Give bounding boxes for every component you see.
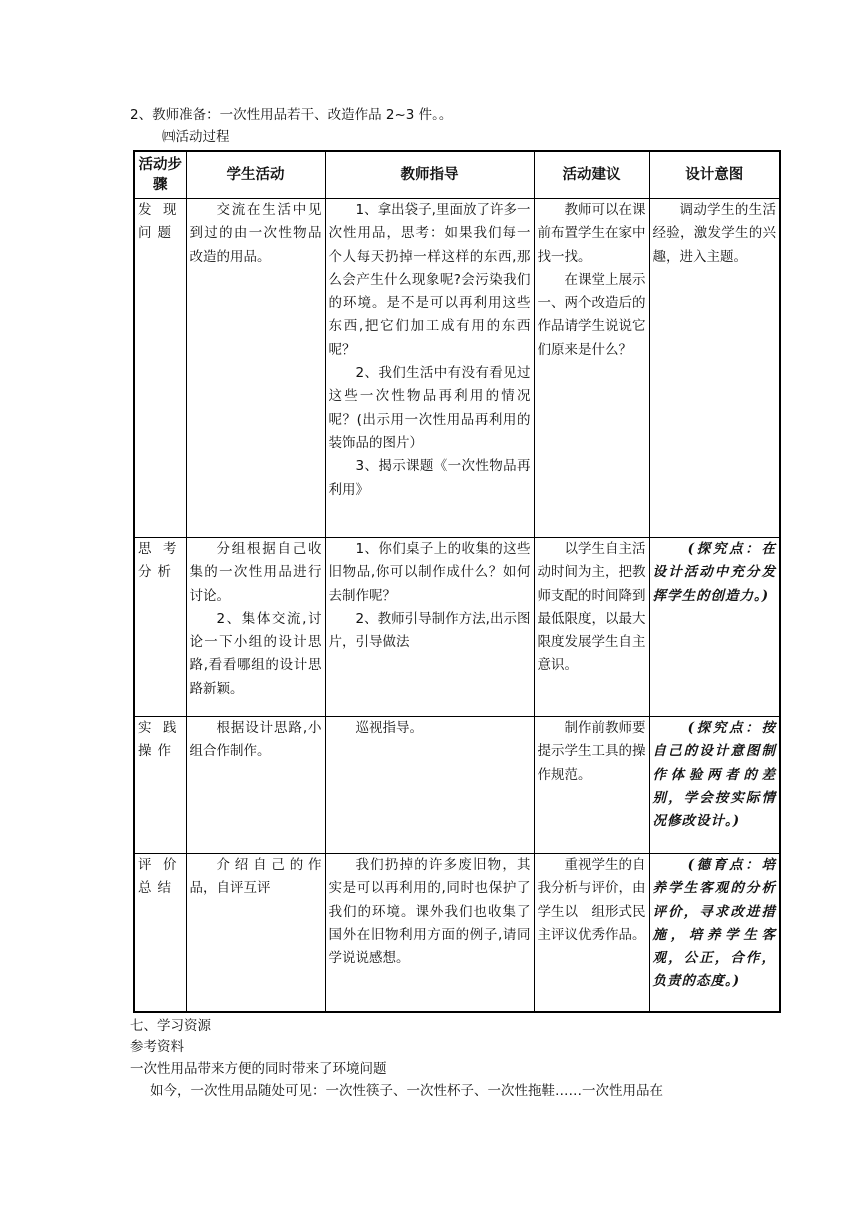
cell-paragraph: 调动学生的生活经验，激发学生的兴趣，进入主题。 <box>652 202 776 265</box>
cell-paragraph: 1、你们桌子上的收集的这些旧物品,你可以制作成什么？如何去制作呢？ <box>328 541 531 604</box>
teacher-guidance-cell <box>325 199 534 538</box>
student-activity-cell <box>186 717 325 854</box>
header-step: 活动步骤 <box>134 151 186 199</box>
design-intent-cell <box>649 199 780 538</box>
section-title: 七、学习资源 <box>130 1018 211 1034</box>
header-design-intent: 设计意图 <box>649 151 780 199</box>
table-row <box>134 717 780 854</box>
design-intent-cell <box>649 854 780 1012</box>
header-teacher-guidance: 教师指导 <box>325 151 534 199</box>
step-cell: 思考分析 <box>134 538 186 717</box>
student-activity-cell <box>186 199 325 538</box>
cell-paragraph: 1、拿出袋子,里面放了许多一次性用品，思考：如果我们每一个人每天扔掉一样这样的东西,那么会产生什么现象呢?会污染我们的环境。是不是可以再利用这些东西,把它们加工成有用的东西呢？ <box>328 202 531 358</box>
activity-suggestion-cell <box>534 199 649 538</box>
teacher-prep-line: 2、教师准备：一次性用品若干、改造作品 2~3 件。。 <box>130 107 453 123</box>
cell-paragraph: (探究点：在设计活动中充分发挥学生的创造力。) <box>652 541 776 604</box>
cell-paragraph: 根据设计思路,小组合作制作。 <box>189 720 322 760</box>
cell-paragraph: 2、我们生活中有没有看见过这些一次性物品再利用的情况呢？(出示用一次性用品再利用的装饰品的图片） <box>328 365 531 451</box>
cell-paragraph: 巡视指导。 <box>355 720 423 736</box>
table-row <box>134 854 780 1012</box>
activity-suggestion-cell <box>534 538 649 717</box>
design-intent-cell <box>649 717 780 854</box>
cell-paragraph: 制作前教师要提示学生工具的操作规范。 <box>537 720 646 783</box>
step-cell: 发现问题 <box>134 199 186 538</box>
cell-paragraph: (探究点：按自己的设计意图制作体验两者的差别，学会按实际情况修改设计。) <box>652 720 776 830</box>
header-activity-suggestion: 活动建议 <box>534 151 649 199</box>
student-activity-cell <box>186 854 325 1012</box>
table-header-row <box>134 151 780 199</box>
process-heading: ㈣活动过程 <box>162 129 230 145</box>
step-cell: 实践操作 <box>134 717 186 854</box>
activity-suggestion-cell <box>534 854 649 1012</box>
cell-paragraph: 分组根据自己收集的一次性用品进行讨论。 <box>189 541 322 604</box>
teacher-guidance-cell <box>325 538 534 717</box>
article-paragraph: 如今，一次性用品随处可见：一次性筷子、一次性杯子、一次性拖鞋……一次性用品在 <box>150 1083 663 1099</box>
cell-paragraph: (德育点：培养学生客观的分析评价，寻求改进措施，培养学生客观，公正，合作，负责的态度。) <box>652 857 776 990</box>
design-intent-cell <box>649 538 780 717</box>
cell-paragraph: 我们扔掉的许多废旧物，其实是可以再利用的,同时也保护了我们的环境。课外我们也收集了国外在旧物利用方面的例子,请同学说说感想。 <box>328 857 531 967</box>
cell-paragraph: 2、集体交流,讨论一下小组的设计思路,看看哪组的设计思路新颖。 <box>189 610 322 697</box>
table-row <box>134 199 780 538</box>
cell-paragraph: 教师可以在课前布置学生在家中找一找。 <box>537 202 646 265</box>
activity-suggestion-cell <box>534 717 649 854</box>
cell-paragraph: 介绍自己的作品，自评互评 <box>189 857 322 897</box>
header-student-activity: 学生活动 <box>186 151 325 199</box>
cell-paragraph: 以学生自主活动时间为主，把教师支配的时间降到最低限度，以最大限度发展学生自主意识。 <box>537 541 646 674</box>
cell-paragraph: 重视学生的自我分析与评价，由学生以 组形式民主评议优秀作品。 <box>537 857 646 943</box>
cell-paragraph: 交流在生活中见到过的由一次性物品改造的用品。 <box>189 202 322 265</box>
cell-paragraph: 3、揭示课题《一次性物品再利用》 <box>328 458 531 498</box>
student-activity-cell <box>186 538 325 717</box>
activity-process-table <box>133 150 781 1013</box>
cell-paragraph: 2、教师引导制作方法,出示图片，引导做法 <box>328 610 531 651</box>
teacher-guidance-cell <box>325 854 534 1012</box>
reference-title: 参考资料 <box>130 1039 184 1055</box>
table-row <box>134 538 780 717</box>
cell-paragraph: 在课堂上展示一、两个改造后的作品请学生说说它们原来是什么？ <box>537 271 646 358</box>
article-title: 一次性用品带来方便的同时带来了环境问题 <box>130 1061 387 1077</box>
teacher-guidance-cell <box>325 717 534 854</box>
step-cell: 评价总结 <box>134 854 186 1012</box>
